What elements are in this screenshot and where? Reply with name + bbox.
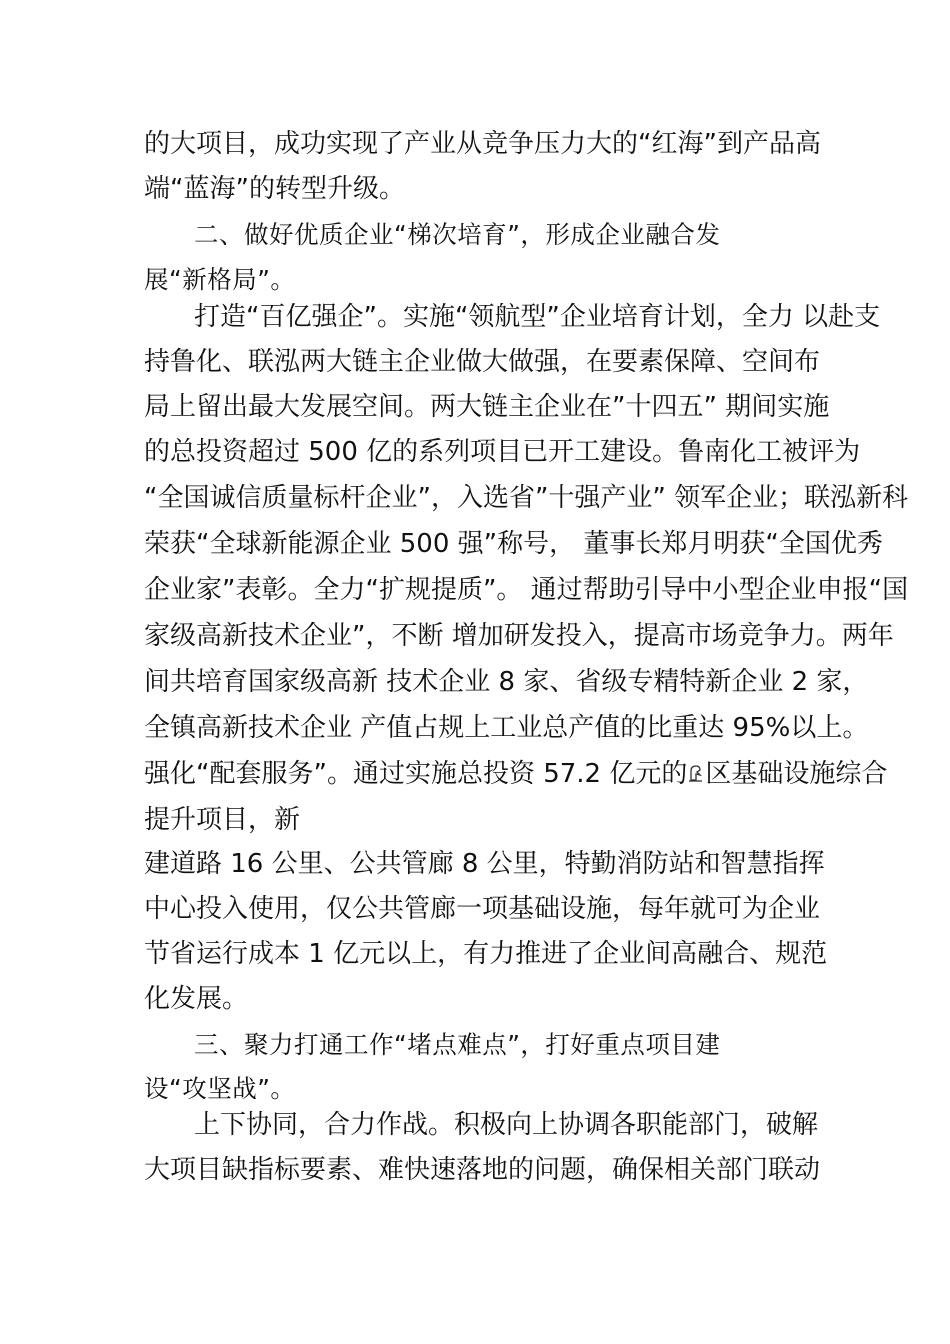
body-text-line: 家级高新技术企业”，不断 增加研发投入，提高市场竞争力。两年 xyxy=(144,621,894,651)
body-text-line: 端“蓝海”的转型升级。 xyxy=(144,174,405,204)
body-text-line: 打造“百亿强企”。实施“领航型”企业培育计划，全力 以赴支 xyxy=(194,302,881,332)
body-text-line: 的大项目，成功实现了产业从竞争压力大的“红海”到产品高 xyxy=(144,129,821,159)
body-text-line: 化发展。 xyxy=(144,984,249,1014)
body-text-line: 节省运行成本 1 亿元以上，有力推进了企业间高融合、规范 xyxy=(144,939,828,969)
body-text-line: 大项目缺指标要素、难快速落地的问题，确保相关部门联动 xyxy=(144,1155,821,1185)
body-text-line: “全国诚信质量标杆企业”，入选省”十强产业” 领军企业；联泓新科 xyxy=(144,483,909,513)
body-text-line: 建道路 16 公里、公共管廊 8 公里，特勤消防站和智慧指挥 xyxy=(144,849,825,879)
body-text-line: 持鲁化、联泓两大链主企业做大做强，在要素保障、空间布 xyxy=(144,347,821,377)
section-heading-line: 三、聚力打通工作“堵点难点”，打好重点项目建 xyxy=(194,1030,721,1059)
body-text-line: 的总投资超过 500 亿的系列项目已开工建设。鲁南化工被评为 xyxy=(144,437,861,467)
body-text-line: 上下协同，合力作战。积极向上协调各职能部门，破解 xyxy=(194,1110,819,1140)
body-text-line: 提升项目，新 xyxy=(144,805,301,835)
body-text-line: 全镇高新技术企业 产值占规上工业总产值的比重达 95%以上。 xyxy=(144,713,869,743)
section-heading-line: 二、做好优质企业“梯次培育”，形成企业融合发 xyxy=(194,220,721,249)
body-text-segment: 区基础设施综合 xyxy=(705,759,888,789)
body-text-line xyxy=(144,757,887,791)
park-icon xyxy=(687,759,705,781)
body-text-line: 局上留出最大发展空间。两大链主企业在”十四五” 期间实施 xyxy=(144,392,830,422)
body-text-line: 中心投入使用，仅公共管廊一项基础设施，每年就可为企业 xyxy=(144,894,821,924)
body-text-line: 企业家”表彰。全力“扩规提质”。 通过帮助引导中小型企业申报“国 xyxy=(144,575,909,605)
section-heading-line: 设“攻坚战”。 xyxy=(144,1074,296,1103)
section-heading-line: 展“新格局”。 xyxy=(144,265,296,294)
body-text-segment: 强化“配套服务”。通过实施总投资 57.2 亿元的 xyxy=(144,759,688,789)
body-text-line: 荣获“全球新能源企业 500 强”称号， 董事长郑月明获“全国优秀 xyxy=(144,529,883,559)
body-text-line: 间共培育国家级高新 技术企业 8 家、省级专精特新企业 2 家， xyxy=(144,667,869,697)
